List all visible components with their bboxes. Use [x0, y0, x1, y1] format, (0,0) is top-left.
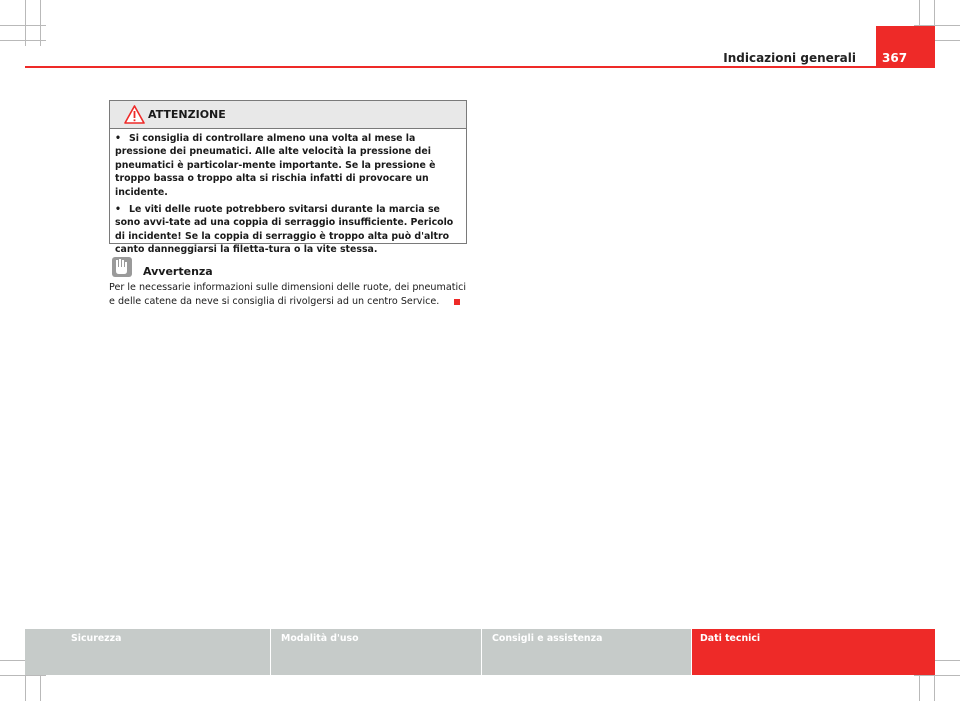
header-rule: [25, 66, 935, 68]
note-title: Avvertenza: [143, 265, 213, 278]
tab-consigli-e-assistenza[interactable]: Consigli e assistenza: [482, 629, 691, 675]
tab-sicurezza[interactable]: Sicurezza: [25, 629, 270, 675]
footer-nav: [25, 629, 935, 675]
end-of-section-marker: [454, 299, 460, 305]
crop-mark: [0, 40, 46, 41]
section-title: Indicazioni generali: [723, 51, 856, 65]
warning-title: ATTENZIONE: [148, 108, 226, 121]
warning-triangle-icon: [124, 105, 145, 124]
warning-body: [110, 129, 466, 257]
crop-mark: [0, 25, 46, 26]
bullet: •: [115, 133, 121, 144]
warning-header: [110, 101, 466, 129]
note-hand-icon: [112, 257, 132, 277]
note-icon: [112, 257, 132, 277]
warning-item: [115, 203, 461, 257]
warning-item: [115, 132, 461, 199]
warning-item-text: Le viti delle ruote potrebbero svitarsi durante la marcia se sono avvi-tate ad una coppia di serraggio insufficiente. Pericolo di incidente! Se la coppia di serraggio è troppo alta può d'altro canto danneggiarsi la filetta-tura o la vite stessa.: [115, 204, 454, 256]
warning-item-text: Si consiglia di controllare almeno una volta al mese la pressione dei pneumatici. Alle alte velocità la pressione dei pneumatici è particolar-mente importante. Se la pressione è troppo bassa o troppo alta si rischia infatti di provocare un incidente.: [115, 133, 436, 198]
crop-mark: [914, 675, 960, 676]
bullet: •: [115, 204, 121, 216]
tab-modalita-duso[interactable]: Modalità d'uso: [271, 629, 481, 675]
tab-dati-tecnici[interactable]: Dati tecnici: [692, 629, 935, 675]
warning-box: [109, 100, 467, 256]
crop-mark: [0, 675, 46, 676]
note-text: Per le necessarie informazioni sulle dimensioni delle ruote, dei pneumatici e delle catene da neve si consiglia di rivolgersi ad un centro Service.: [109, 282, 467, 307]
page-number: 367: [882, 51, 908, 65]
